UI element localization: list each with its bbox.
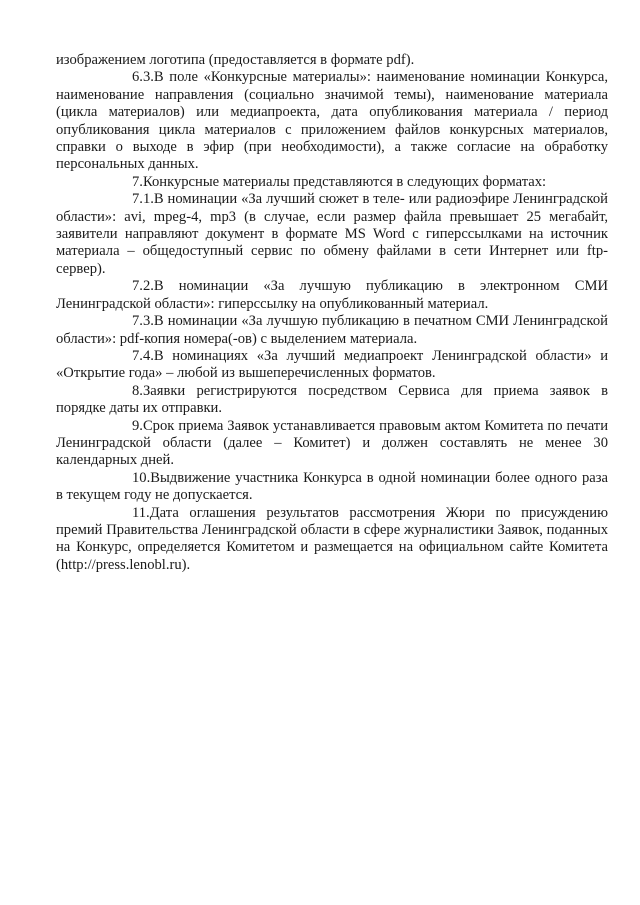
paragraph-text: Дата оглашения результатов рассмотрения Жюри по присуждению премий Правительства Ленинградской области в сфере журналистики Заявок, поданных на Конкурс, определяется Комитетом и размещается на официальном сайте Комитета (http://press.lenobl.ru). xyxy=(56,504,608,573)
paragraph-6-3 xyxy=(56,69,608,173)
paragraph-7-3 xyxy=(56,313,608,348)
paragraph-10 xyxy=(56,470,608,505)
paragraph-number: 10. xyxy=(132,469,151,486)
paragraph-7-2 xyxy=(56,278,608,313)
paragraph-7-1 xyxy=(56,191,608,278)
paragraph-text: В номинации «За лучшую публикацию в электронном СМИ Ленинградской области»: гиперссылку на опубликованный материал. xyxy=(56,278,608,312)
paragraph-text: Заявки регистрируются посредством Сервиса для приема заявок в порядке даты их отправки. xyxy=(56,382,608,417)
paragraph-number: 7.4. xyxy=(132,347,154,364)
paragraph-text: Конкурсные материалы представляются в следующих форматах: xyxy=(142,173,547,190)
paragraph-number: 7.1. xyxy=(132,191,154,208)
paragraph-11 xyxy=(56,505,608,575)
paragraph-number: 11. xyxy=(132,504,150,521)
paragraph-text: изображением логотипа (предоставляется в формате pdf). xyxy=(56,52,415,68)
paragraph-text: Срок приема Заявок устанавливается правовым актом Комитета по печати Ленинградской области (далее – Комитет) и должен составлять не менее 30 календарных дней. xyxy=(56,417,608,469)
paragraph-number: 7.3. xyxy=(132,313,154,330)
paragraph-text: Выдвижение участника Конкурса в одной номинации более одного раза в текущем году не допускается. xyxy=(56,469,608,504)
paragraph-text: В номинациях «За лучший медиапроект Ленинградской области» и «Открытие года» – любой из вышеперечисленных форматов. xyxy=(56,347,608,382)
paragraph-9 xyxy=(56,418,608,470)
paragraph-text: В номинации «За лучшую публикацию в печатном СМИ Ленинградской области»: pdf-копия номера(-ов) с выделением материала. xyxy=(56,313,608,347)
paragraph-7-4 xyxy=(56,348,608,383)
paragraph-8 xyxy=(56,383,608,418)
document-page xyxy=(56,52,608,574)
paragraph-text: В поле «Конкурсные материалы»: наименование номинации Конкурса, наименование направления (социально значимой темы), наименование материала (цикла материалов) или медиапроекта, дата опубликования материала / период опубликования цикла материалов с приложением файлов конкурсных материалов, справки о выходе в эфир (при необходимости), а также согласие на обработку персональных данных. xyxy=(56,69,608,173)
paragraph-number: 7.2. xyxy=(132,278,154,295)
paragraph-text: В номинации «За лучший сюжет в теле- или радиоэфире Ленинградской области»: avi, mpeg-4, mp3 (в случае, если размер файла превышает 25 мегабайт, заявители направляют документ в формате MS Word с гиперссылками на источник материала – общедоступный сервис по обмену файлами в сети Интернет или ftp-сервер). xyxy=(56,191,608,277)
paragraph-number: 8. xyxy=(132,382,143,399)
paragraph-number: 9. xyxy=(132,417,143,434)
paragraph-number: 7. xyxy=(132,173,143,190)
paragraph-number: 6.3. xyxy=(132,69,154,86)
paragraph-7 xyxy=(56,174,608,191)
paragraph-continuation xyxy=(56,52,608,69)
